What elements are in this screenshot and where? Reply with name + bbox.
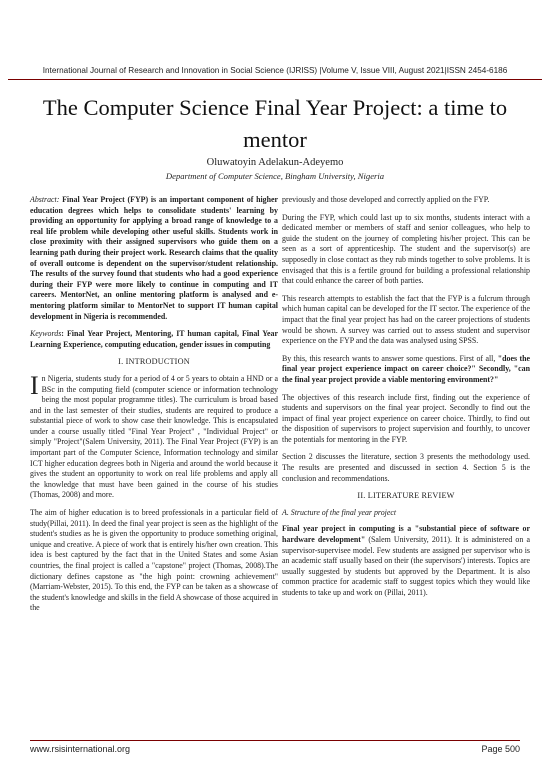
intro-paragraph-1 [30,370,278,501]
objectives-paragraph: The objectives of this research include first, finding out the experience of students and supervisors on the final year project. Secondly to find out the impact of final year project experience on career choice. Thirdly, to find out the disposition of supervisors to project supervision and fourthly, to uncover the potentials for mentoring in the FYP. [282,392,530,444]
keywords-text: : Final Year Project, Mentoring, IT human capital, Final Year Learning Experience, computing education, gender issues in computing [30,329,278,349]
section-heading-literature-review: II. LITERATURE REVIEW [357,491,455,501]
paper-title: The Computer Science Final Year Project: a time to mentor [42,95,508,152]
right-paragraph-2: During the FYP, which could last up to six months, students interact with a dedicated member or members of staff and senior colleagues, who help to guide the student on the journey of completing his/her project. This can be seen as a sort of apprenticeship. The student and the supervisor(s) are supposedly in close contact as they rub minds together to solve problems. It is envisaged that this is a fertile ground for building a professional relationship that could enhance the career of both parties. [282,212,530,286]
journal-header: International Journal of Research and Innovation in Social Science (IJRISS) |Volume V, Issue VIII, August 2021|ISSN 2454-6186 [42,66,508,75]
keywords-label: Keywords [30,329,62,339]
right-column [282,195,530,606]
intro-paragraph-1-text: n Nigeria, students study for a period of 4 or 5 years to obtain a HND or a BSc in the computing field (computer science or information technology being the most popular programme titles). The curriculum is broad based and in the last semester of their studies, students are required to produce a substantial piece of work to show case their knowledge. This is encapsulated under a course usually titled "Final Year Project" , "Individual Project" or simply "Project"(Salem University, 2011). The Final Year Project (FYP) is an important part of the Computer Science, Information technology and similar ICT higher education degrees both in Nigeria and around the world because it gives the student an opportunity to work on real life problems and apply all the knowledge that must have been gained in the course of his studies (Thomas, 2008) and more. [30,373,278,500]
research-questions [282,354,530,386]
right-paragraph-3: This research attempts to establish the fact that the FYP is a fulcrum through which human capital can be developed for the IT sector. The experience of the impact that the final year project has had on the career projections of students would be shown. A survey was carried out to assess student and supervisor experience on the FYP and the data was analysed using SPSS. [282,293,530,346]
abstract-label: Abstract: [30,195,60,204]
structure-paragraph: Section 2 discusses the literature, section 3 presents the methodology used. The results are presented and discussed in section 4. Section 5 is the conclusion and recommendations. [282,452,530,483]
footer-divider [30,740,520,741]
page-number: Page 500 [481,744,520,754]
header-divider [8,79,542,80]
footer-website: www.rsisinternational.org [30,744,131,754]
research-questions-intro: By this, this research wants to answer some questions. First of all, [282,353,498,363]
abstract [30,195,278,322]
intro-paragraph-2: The aim of higher education is to breed professionals in a particular field of study(Pillai, 2011). In deed the final year project is seen as the highlight of the student's studies as he is given the opportunity to produce something original, unique and creative. A piece of work that is entirely his/her own creation. This idea is best captured by the fact that in the United States and some Asian countries, the final project is called a "capstone" project (Thomas, 2008).The dictionary defines capstone as "the high point: crowning achievement"(Marriam-Webster, 2015). To this end, the FYP can be taken as a showcase of the student's knowledge and skills in the field A showcase of those acquired in the [30,508,278,613]
research-questions-bold: "does the final year project experience impact on career choice?" Secondly, "can the final year project provide a viable mentoring environment?" [282,353,531,384]
section-heading-introduction: I. INTRODUCTION [118,357,190,367]
right-paragraph-1: previously and those developed and correctly applied on the FYP. [282,195,490,204]
subsection-heading: A. Structure of the final year project [282,507,397,517]
literature-paragraph-1-text: (Salem University, 2011). It is administered on a supervisor-supervisee model. Few students are assigned per supervisor who is an academic staff usually based on their (the supervisors') interests. Topics are usually suggested by students but approved by the Department. It is also common practice for academic staff to suggest topics which they would like students to take up and work on (Pillai, 2011). [282,535,530,597]
abstract-text: Final Year Project (FYP) is an important component of higher education degrees which helps to consolidate students' learning by providing an opportunity for applying a broad range of knowledge to a real life problem while developing other useful skills. Students work in close proximity with their assigned supervisors who guide them on a learning path during their project work. Research claims that the quality of overall outcome is dependent on the supervisor/student relationship. The results of the survey found that students who had a good experience during their FYP were more likely to continue in computing and IT careers. MentorNet, an online mentoring platform is analysed and e-mentoring platform similar to MentorNet to support IT human capital development in Nigeria is recommended. [30,195,278,321]
author-name: Oluwatoyin Adelakun-Adeyemo [206,157,344,168]
author-affiliation: Department of Computer Science, Bingham University, Nigeria [165,171,385,181]
drop-cap: I [30,370,39,400]
keywords [30,329,278,350]
literature-quote: Final year project in computing is a "substantial piece of software or hardware development" [282,524,530,545]
left-column [30,195,278,621]
literature-paragraph-1 [282,524,530,598]
